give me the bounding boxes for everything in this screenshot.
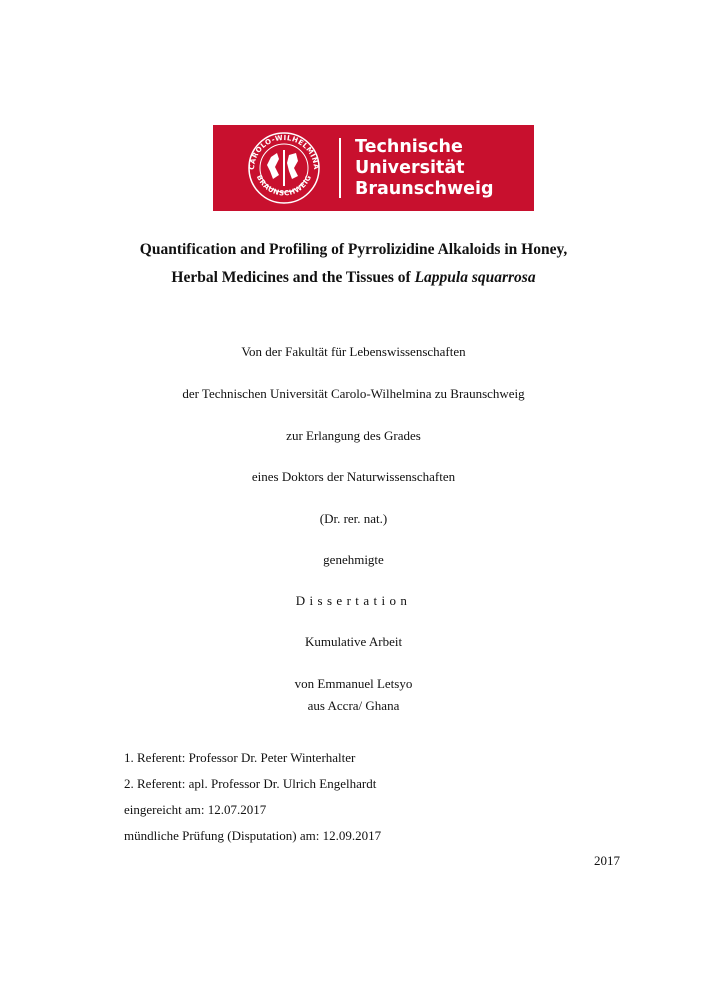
referee-2: 2. Referent: apl. Professor Dr. Ulrich Engelhardt bbox=[124, 776, 377, 791]
degree-line: eines Doktors der Naturwissenschaften bbox=[251, 469, 456, 484]
origin-line: aus Accra/ Ghana bbox=[307, 698, 400, 713]
logo-line-2: Universität bbox=[355, 158, 465, 178]
logo-wordmark bbox=[355, 137, 494, 200]
logo-line-1: Technische bbox=[355, 137, 463, 157]
degree-abbreviation: (Dr. rer. nat.) bbox=[319, 511, 388, 526]
referee-1: 1. Referent: Professor Dr. Peter Winterhalter bbox=[124, 750, 356, 765]
university-seal-icon bbox=[241, 125, 327, 211]
svg-text:CAROLO-WILHELMINA: CAROLO-WILHELMINA bbox=[247, 133, 321, 171]
year: 2017 bbox=[594, 853, 620, 868]
document-type: Dissertation bbox=[295, 593, 412, 608]
author-line: von Emmanuel Letsyo bbox=[294, 676, 413, 691]
thesis-title bbox=[0, 236, 707, 292]
svg-text:BRAUNSCHWEIG: BRAUNSCHWEIG bbox=[254, 173, 314, 198]
exam-date: mündliche Prüfung (Disputation) am: 12.09.2017 bbox=[124, 828, 382, 843]
logo-line-3: Braunschweig bbox=[355, 179, 494, 199]
document-subtype: Kumulative Arbeit bbox=[304, 634, 403, 649]
logo-divider bbox=[339, 138, 341, 198]
purpose-line: zur Erlangung des Grades bbox=[286, 428, 421, 443]
title-line-2 bbox=[0, 264, 707, 292]
university-line: der Technischen Universität Carolo-Wilhelmina zu Braunschweig bbox=[182, 386, 525, 401]
title-line-2-text: Herbal Medicines and the Tissues of bbox=[171, 269, 415, 286]
faculty-line: Von der Fakultät für Lebenswissenschaften bbox=[241, 344, 466, 359]
submission-date: eingereicht am: 12.07.2017 bbox=[124, 802, 267, 817]
university-logo bbox=[213, 125, 534, 211]
approved-line: genehmigte bbox=[323, 552, 384, 567]
title-species-name: Lappula squarrosa bbox=[414, 269, 536, 286]
title-line-1: Quantification and Profiling of Pyrrolizidine Alkaloids in Honey, bbox=[139, 241, 568, 258]
